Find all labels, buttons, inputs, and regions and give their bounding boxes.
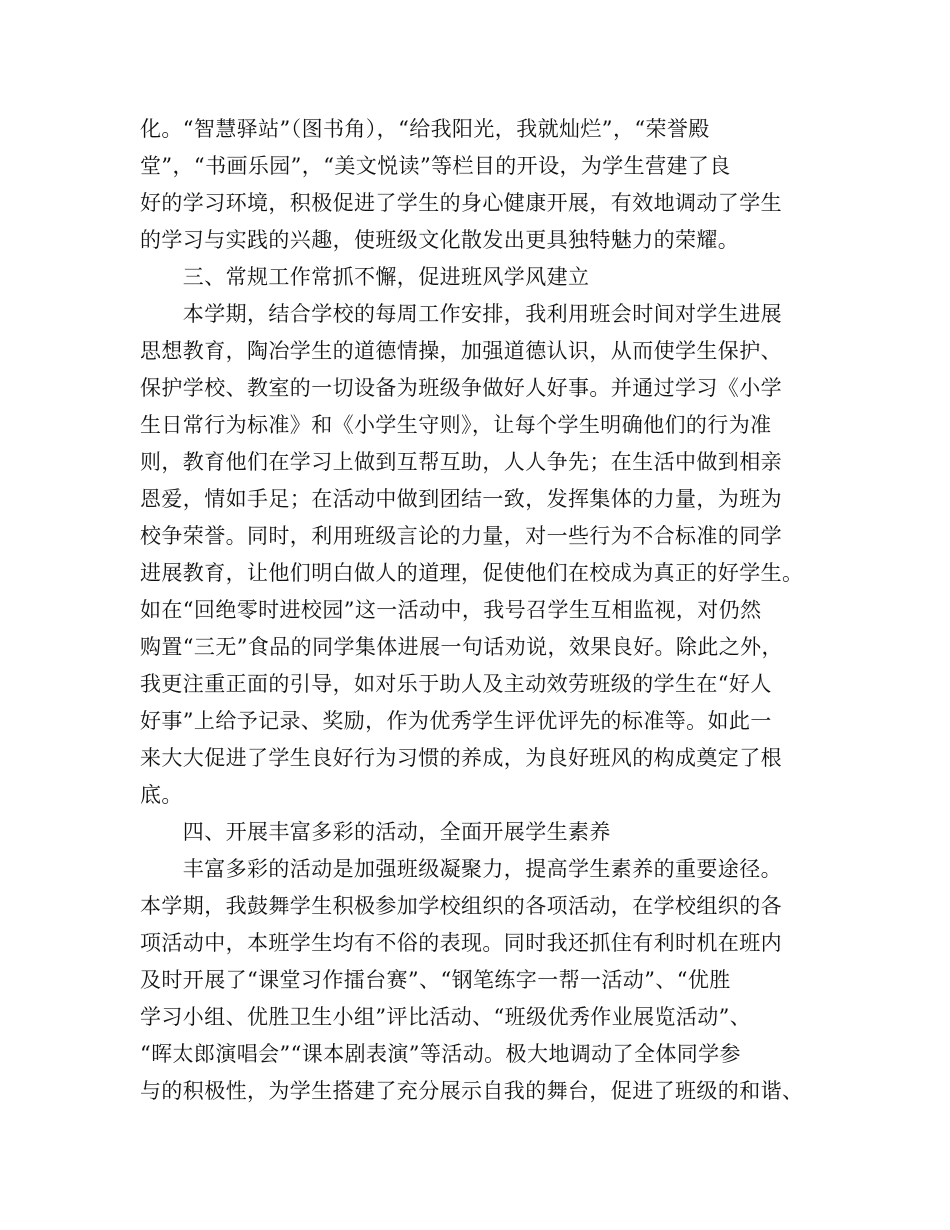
text-line: 购置“三无”食品的同学集体进展一句话劝说，效果良好。除此之外，: [140, 635, 783, 659]
text-line: 则，教育他们在学习上做到互帮互助，人人争先；在生活中做到相亲: [140, 450, 782, 474]
text-line: 如在“回绝零时进校园”这一活动中，我号召学生互相监视，对仍然: [140, 598, 762, 622]
text-line: 项活动中，本班学生均有不俗的表现。同时我还抓住有利时机在班内: [140, 931, 782, 955]
text-line: 好的学习环境，积极促进了学生的身心健康开展，有效地调动了学生: [140, 191, 782, 215]
text-line: 思想教育，陶冶学生的道德情操，加强道德认识，从而使学生保护、: [140, 339, 782, 363]
text-line: 校争荣誉。同时，利用班级言论的力量，对一些行为不合标准的同学: [140, 524, 782, 548]
text-line: 生日常行为标准》和《小学生守则》，让每个学生明确他们的行为准: [140, 413, 772, 437]
text-line: 本学期，我鼓舞学生积极参加学校组织的各项活动，在学校组织的各: [140, 894, 782, 918]
text-line: 底。: [140, 783, 183, 807]
section-heading: 三、常规工作常抓不懈，促进班风学风建立: [140, 265, 590, 289]
text-line: 来大大促进了学生良好行为习惯的养成，为良好班风的构成奠定了根: [140, 746, 782, 770]
text-line: 的学习与实践的兴趣，使班级文化散发出更具独特魅力的荣耀。: [140, 228, 740, 252]
section-heading: 四、开展丰富多彩的活动，全面开展学生素养: [140, 820, 611, 844]
text-line: 丰富多彩的活动是加强班级凝聚力，提高学生素养的重要途径。: [140, 857, 782, 881]
text-line: 进展教育，让他们明白做人的道理，促使他们在校成为真正的好学生。: [140, 561, 804, 585]
text-line: 堂”，“书画乐园”，“美文悦读”等栏目的开设，为学生营建了良: [140, 154, 731, 178]
text-line: 恩爱，情如手足；在活动中做到团结一致，发挥集体的力量，为班为: [140, 487, 782, 511]
text-line: 与的积极性，为学生搭建了充分展示自我的舞台，促进了班级的和谐、: [140, 1079, 804, 1103]
text-line: “晖太郎演唱会”“课本剧表演”等活动。极大地调动了全体同学参: [140, 1042, 741, 1066]
text-line: 保护学校、教室的一切设备为班级争做好人好事。并通过学习《小学: [140, 376, 782, 400]
text-line: 化。“智慧驿站”（图书角），“给我阳光，我就灿烂”，“荣誉殿: [140, 117, 710, 141]
text-line: 我更注重正面的引导，如对乐于助人及主动效劳班级的学生在“好人: [140, 672, 772, 696]
text-line: 好事”上给予记录、奖励，作为优秀学生评优评先的标准等。如此一: [140, 709, 772, 733]
text-line: 学习小组、优胜卫生小组”评比活动、“班级优秀作业展览活动”、: [140, 1005, 752, 1029]
text-line: 及时开展了“课堂习作擂台赛”、“钢笔练字一帮一活动”、“优胜: [140, 968, 731, 992]
text-line: 本学期，结合学校的每周工作安排，我利用班会时间对学生进展: [140, 302, 782, 326]
